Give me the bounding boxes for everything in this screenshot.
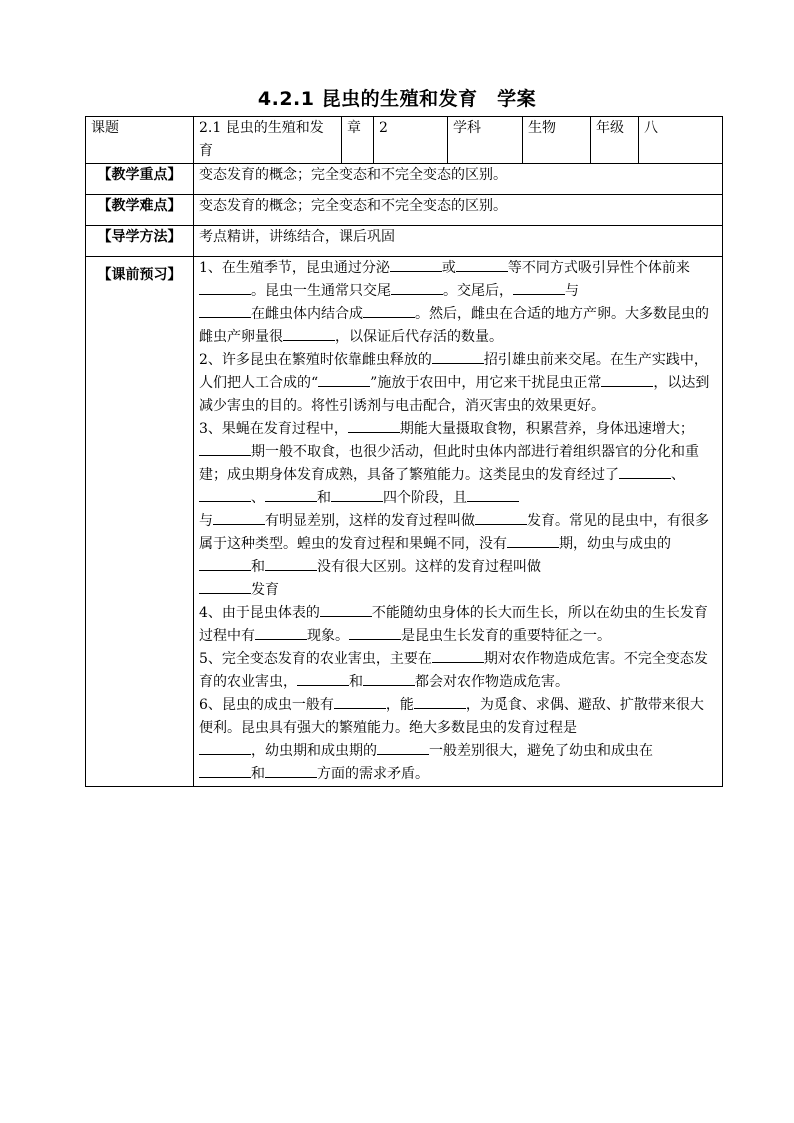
answer-blank [349,625,401,640]
answer-blank [601,372,653,387]
q1-text-f: 与 [565,283,579,299]
topic-label: 课题 [86,117,194,164]
answer-blank [265,763,317,778]
q4-text-a: 4、由于昆虫体表的 [199,605,320,621]
answer-blank [475,510,527,525]
info-row [86,117,723,164]
q5-text-b: 期对农作物造成危害。不完全变态发育的农业害虫， [199,651,708,690]
method-row [86,226,723,257]
answer-blank [513,280,565,295]
q4-text-c: 现象。 [307,628,349,644]
answer-blank [297,671,349,686]
question-4 [199,602,717,648]
answer-blank [265,556,317,571]
answer-blank [467,487,519,502]
answer-blank [331,487,383,502]
answer-blank [432,648,484,663]
q4-text-b: 不能随幼虫身体的长大而生长，所以在幼虫的生长发育过程中有 [199,605,708,644]
answer-blank [255,625,307,640]
chapter-label: 章 [342,117,374,164]
answer-blank [363,303,415,318]
answer-blank [348,418,400,433]
answer-blank [619,464,671,479]
method-label: 【导学方法】 [86,226,194,257]
answer-blank [377,740,429,755]
answer-blank [334,694,386,709]
q6-text-a: 6、昆虫的成虫一般有 [199,697,334,713]
answer-blank [390,257,442,272]
answer-blank [199,280,251,295]
q6-text-f: 和 [251,766,265,782]
answer-blank [199,740,251,755]
q6-text-g: 方面的需求矛盾。 [317,766,429,782]
answer-blank [363,671,415,686]
answer-blank [199,303,251,318]
q2-text-c: ”施放于农田中，用它来干扰昆虫正常 [370,375,602,391]
preview-content [194,257,723,787]
difficulties-value: 变态发育的概念；完全变态和不完全变态的区别。 [194,195,723,226]
q5-text-c: 和 [349,674,363,690]
q3-text-g: 四个阶段，且 [383,490,467,506]
q1-text-c: 等不同方式吸引异性个体前来 [507,260,690,276]
answer-blank [414,694,466,709]
question-1 [199,257,717,349]
answer-blank [507,533,559,548]
method-value: 考点精讲，讲练结合，课后巩固 [194,226,723,257]
answer-blank [199,556,251,571]
q3-text-h: 与 [199,513,213,529]
answer-blank [199,763,251,778]
question-2 [199,349,717,418]
answer-blank [213,510,265,525]
subject-label: 学科 [448,117,523,164]
chapter-value: 2 [374,117,448,164]
answer-blank [199,441,251,456]
q3-text-i: 有明显差别，这样的发育过程叫做 [265,513,475,529]
q3-text-k: 期，幼虫与成虫的 [559,536,671,552]
q3-text-a: 3、果蝇在发育过程中， [199,421,348,437]
q1-text-d: 。昆虫一生通常只交尾 [251,283,391,299]
q3-text-f: 和 [317,490,331,506]
q3-text-e: 、 [251,490,265,506]
q6-text-d: ，幼虫期和成虫期的 [251,743,377,759]
q5-text-a: 5、完全变态发育的农业害虫，主要在 [199,651,432,667]
q1-text-a: 1、在生殖季节，昆虫通过分泌 [199,260,390,276]
q6-text-b: ，能 [385,697,414,713]
q2-text-a: 2、许多昆虫在繁殖时依靠雌虫释放的 [199,352,432,368]
difficulties-label: 【教学难点】 [86,195,194,226]
question-3 [199,418,717,602]
q1-text-g: 在雌虫体内结合成 [251,306,363,322]
q3-text-d: 、 [671,467,685,483]
difficulties-row [86,195,723,226]
q3-text-c: 期一般不取食，也很少活动，但此时虫体内部进行着组织器官的分化和重建；成虫期身体发育成熟，具备了繁殖能力。这类昆虫的发育经过了 [199,444,699,483]
topic-value: 2.1 昆虫的生殖和发育 [194,117,342,164]
key-points-value: 变态发育的概念；完全变态和不完全变态的区别。 [194,164,723,195]
answer-blank [318,372,370,387]
grade-label: 年级 [591,117,639,164]
subject-value: 生物 [523,117,591,164]
answer-blank [283,326,335,341]
q3-text-b: 期能大量摄取食物，积累营养，身体迅速增大； [399,421,694,437]
answer-blank [432,349,484,364]
preview-label: 【课前预习】 [86,257,194,787]
lesson-plan-table [85,116,723,787]
q6-text-e: 一般差别很大，避免了幼虫和成虫在 [429,743,653,759]
q3-text-m: 没有很大区别。这样的发育过程叫做 [317,559,541,575]
page-title: 4.2.1 昆虫的生殖和发育 学案 [257,88,537,110]
q2-text-b: 招引雄虫前来交尾。在生产实践中，人们把人工合成的“ [199,352,708,391]
q4-text-d: 是昆虫生长发育的重要特征之一。 [401,628,611,644]
q1-text-b: 或 [441,260,456,276]
answer-blank [199,487,251,502]
grade-value: 八 [639,117,723,164]
answer-blank [320,602,372,617]
q2-text-d: ，以达到减少害虫的目的。将性引诱剂与电击配合，消灭害虫的效果更好。 [199,375,710,414]
question-6 [199,694,717,786]
key-points-row [86,164,723,195]
q3-text-j: 发育。常见的昆虫中，有很多属于这种类型。蝗虫的发育过程和果蝇不同，没有 [199,513,709,552]
answer-blank [265,487,317,502]
question-5 [199,648,717,694]
q5-text-d: 都会对农作物造成危害。 [415,674,569,690]
q1-text-e: 。交尾后， [443,283,513,299]
q1-text-h: 。然后，雌虫在合适的地方产卵。大多数昆虫的雌虫产卵量很 [199,306,709,345]
preview-row [86,257,723,787]
q6-text-c: ，为觅食、求偶、避敌、扩散带来很大便利。昆虫具有强大的繁殖能力。绝大多数昆虫的发育过程是 [199,697,704,736]
key-points-label: 【教学重点】 [86,164,194,195]
answer-blank [456,257,508,272]
answer-blank [199,579,251,594]
q3-text-n: 发育 [251,582,279,598]
q3-text-l: 和 [251,559,265,575]
answer-blank [391,280,443,295]
q1-text-i: ，以保证后代存活的数量。 [335,329,503,345]
